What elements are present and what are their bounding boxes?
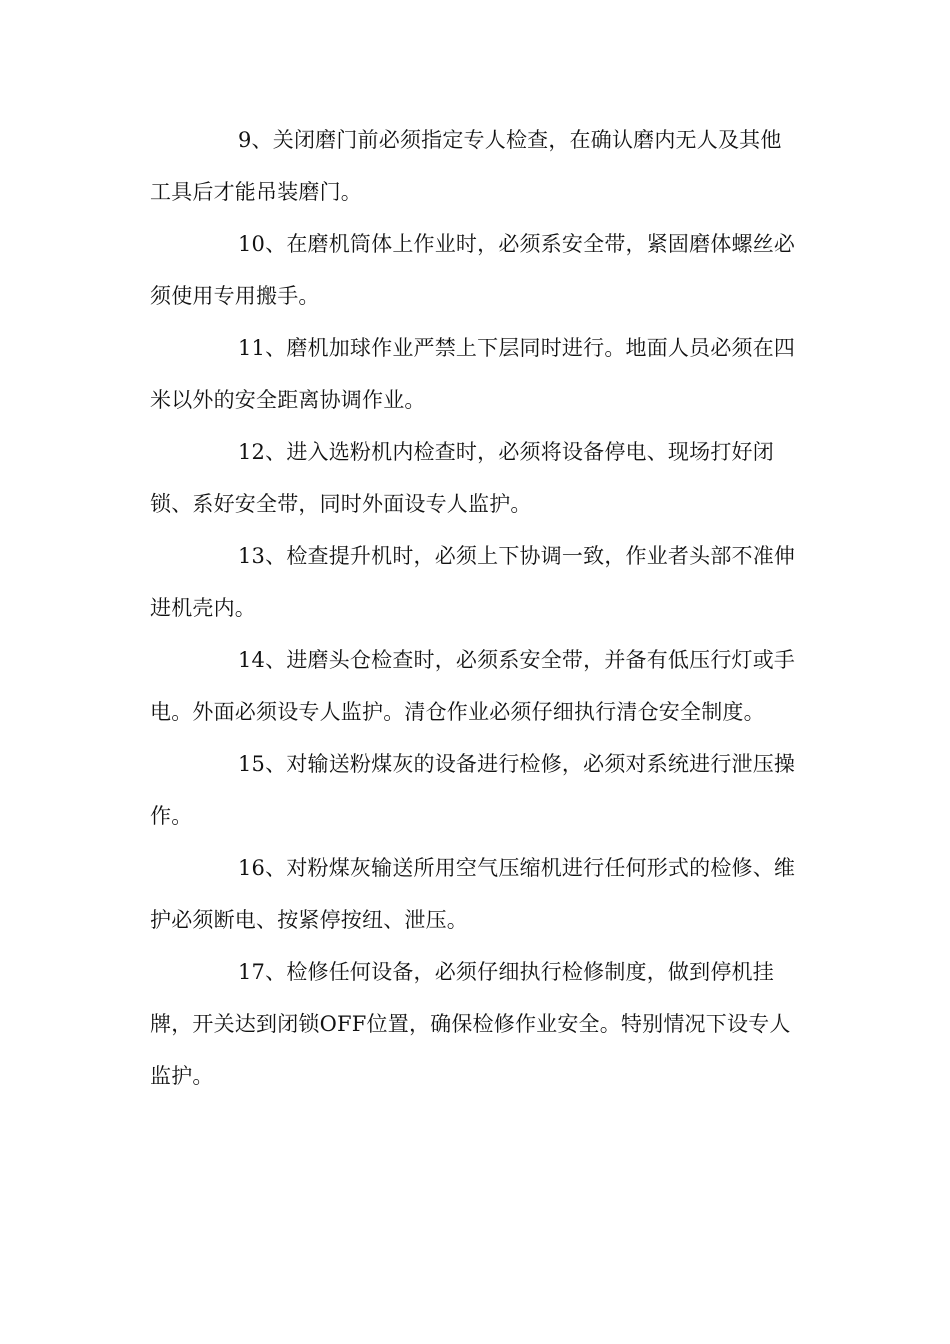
rule-paragraph-16: 16、对粉煤灰输送所用空气压缩机进行任何形式的检修、维护必须断电、按紧停按纽、泄压。 [150, 856, 796, 932]
rule-paragraph-12: 12、进入选粉机内检查时，必须将设备停电、现场打好闭锁、系好安全带，同时外面设专人监护。 [150, 440, 774, 516]
rule-paragraph-15: 15、对输送粉煤灰的设备进行检修，必须对系统进行泄压操作。 [150, 752, 796, 828]
rule-paragraph-11: 11、磨机加球作业严禁上下层同时进行。地面人员必须在四米以外的安全距离协调作业。 [150, 336, 796, 412]
rule-paragraph-17: 17、检修任何设备，必须仔细执行检修制度，做到停机挂牌，开关达到闭锁OFF位置，确保检修作业安全。特别情况下设专人监护。 [150, 960, 791, 1088]
rule-paragraph-10: 10、在磨机筒体上作业时，必须系安全带，紧固磨体螺丝必须使用专用搬手。 [150, 232, 796, 308]
document-body [150, 114, 800, 1102]
rule-paragraph-9: 9、关闭磨门前必须指定专人检查，在确认磨内无人及其他工具后才能吊装磨门。 [150, 128, 782, 204]
rule-paragraph-13: 13、检查提升机时，必须上下协调一致，作业者头部不准伸进机壳内。 [150, 544, 796, 620]
rule-paragraph-14: 14、进磨头仓检查时，必须系安全带，并备有低压行灯或手电。外面必须设专人监护。清仓作业必须仔细执行清仓安全制度。 [150, 648, 796, 724]
